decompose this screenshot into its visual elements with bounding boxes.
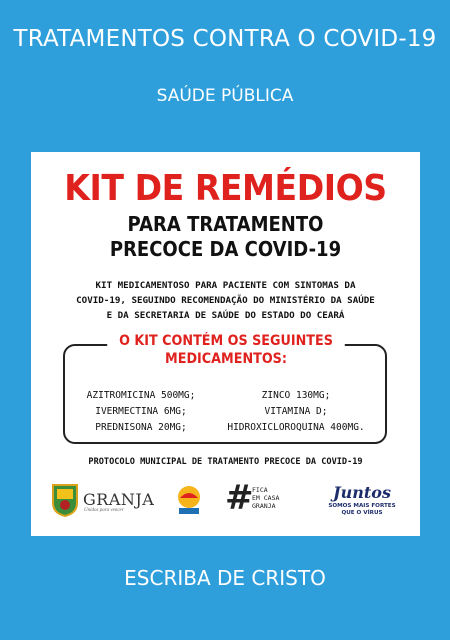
fica-line1: FICA [252, 486, 268, 494]
kit-heading-line2: MEDICAMENTOS: [165, 351, 287, 367]
fica-line2: EM CASA [252, 494, 280, 502]
fica-em-casa-text [252, 486, 292, 510]
medication-item: PREDNISONA 20MG; [95, 422, 187, 433]
poster-image [31, 152, 420, 536]
book-author: ESCRIBA DE CRISTO [124, 566, 326, 590]
juntos-logo-text: Juntos [333, 483, 391, 502]
medication-row [81, 388, 381, 404]
description-line3: E DA SECRETARIA DE SAÚDE DO ESTADO DO CEARÁ [106, 310, 345, 321]
logo-strip [47, 478, 407, 520]
medication-row [81, 420, 381, 436]
granja-crest-icon [49, 483, 81, 517]
poster-subheading-line1: PARA TRATAMENTO [127, 212, 324, 236]
medication-item: ZINCO 130MG; [261, 390, 331, 401]
juntos-line2: QUE O VÍRUS [341, 510, 383, 516]
granja-logo-text: GRANJA [83, 490, 155, 509]
medication-item: AZITROMICINA 500MG; [86, 390, 196, 401]
granja-tagline: Unidos para vencer [84, 508, 124, 513]
health-secretariat-logo-icon [175, 484, 203, 516]
poster-subheading [50, 212, 400, 262]
juntos-tagline [317, 503, 407, 517]
medication-list [81, 388, 381, 436]
kit-heading-line1: O KIT CONTÉM OS SEGUINTES [119, 333, 333, 349]
poster-heading: KIT DE REMÉDIOS [64, 168, 387, 209]
description-line1: KIT MEDICAMENTOSO PARA PACIENTE COM SINTOMAS DA [95, 280, 356, 291]
poster-description [55, 278, 396, 323]
description-line2: COVID-19, SEGUINDO RECOMENDAÇÃO DO MINISTÉRIO DA SAÚDE [76, 295, 375, 306]
medication-item: VITAMINA D; [264, 406, 328, 417]
poster-subheading-line2: PRECOCE DA COVID-19 [109, 237, 342, 261]
fica-em-casa-hash-icon: # [225, 478, 254, 518]
fica-line3: GRANJA [252, 502, 276, 510]
medication-row [81, 404, 381, 420]
medication-item: IVERMECTINA 6MG; [95, 406, 187, 417]
medication-item: HIDROXICLOROQUINA 400MG. [227, 422, 365, 433]
medication-box-heading [107, 332, 345, 368]
book-subtitle: SAÚDE PÚBLICA [156, 86, 294, 106]
juntos-line1: SOMOS MAIS FORTES [328, 503, 396, 509]
protocol-caption: PROTOCOLO MUNICIPAL DE TRATAMENTO PRECOCE DA COVID-19 [88, 457, 363, 467]
book-title: TRATAMENTOS CONTRA O COVID-19 [13, 26, 437, 52]
